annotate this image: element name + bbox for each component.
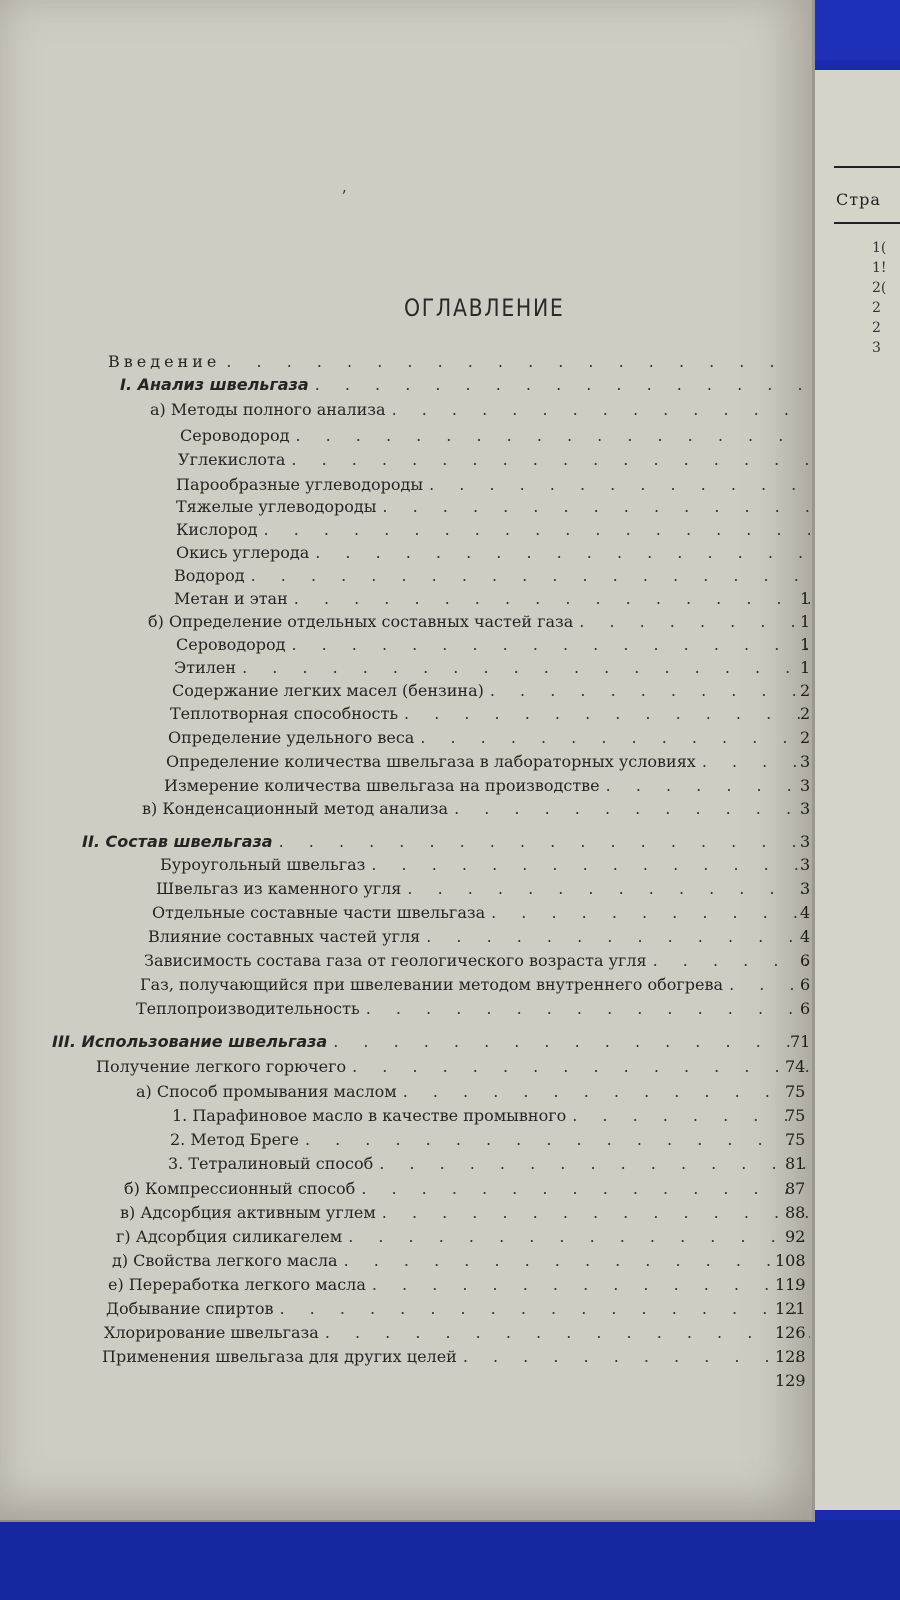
toc-entry-label: б) Определение отдельных составных частей газа [148,612,574,631]
adjacent-page-number: 2 [872,300,881,316]
toc-entry [172,1104,810,1128]
page-number: 128 [775,1347,806,1366]
toc-entry-label: III. Использование швельгаза [52,1032,328,1051]
toc-entry-label: II. Состав швельгаза [82,832,273,851]
toc-entry-label: Окись углерода [176,543,310,562]
page-number: 1 [800,589,811,608]
leader-dots [420,726,810,750]
leader-dots [333,1030,810,1054]
toc-entry [176,633,810,657]
toc-entry-label: а) Методы полного анализа [150,400,386,419]
page-number: 4 [800,927,811,946]
toc-entry [168,1152,810,1176]
page-number: 75 [785,1130,806,1149]
page-number: 1 [800,612,811,631]
page-number: 75 [785,1106,806,1125]
page-number: 129 [775,1371,806,1390]
leader-dots [702,750,810,774]
toc-entry [148,610,810,634]
toc-entry [160,853,810,877]
toc-entry [176,473,810,497]
leader-dots [315,373,810,397]
toc-entry-label: а) Способ промывания маслом [136,1082,397,1101]
leader-dots [379,1152,810,1176]
toc-entry-label: д) Свойства легкого масла [112,1251,338,1270]
leader-dots [226,350,798,374]
toc-entry-label: Буроугольный швельгаз [160,855,366,874]
toc-entry [108,1273,810,1297]
toc-entry [102,1345,810,1369]
leader-dots [572,1104,810,1128]
adjacent-page-number: 1! [872,260,887,276]
page-number: 1 [800,658,811,677]
toc-entry-label: Газ, получающийся при швелевании методом внутреннего обогрева [140,975,724,994]
toc-entry-label: Получение легкого горючего [96,1057,347,1076]
blue-background-bottom [0,1520,900,1600]
toc-entry [148,925,810,949]
leader-dots [372,1273,810,1297]
leader-dots [315,541,810,565]
toc-entry-label: Углекислота [178,450,286,469]
leader-dots [361,1177,810,1201]
adjacent-page-header: Стра [836,190,881,209]
page-number: 3 [800,832,811,851]
leader-dots [382,1201,810,1225]
page-number: 6 [800,951,811,970]
page-number: 3 [800,855,811,874]
page-number: 81 [785,1154,806,1173]
leader-dots [352,1055,810,1079]
page-number: 3 [800,879,811,898]
page-title: ОГЛАВЛЕНИЕ [404,294,565,322]
leader-dots [463,1345,810,1369]
leader-dots [606,774,810,798]
page-number: 2 [800,681,811,700]
page-number: 88 [785,1203,806,1222]
toc-entry-label: Отдельные составные части швельгаза [152,903,486,922]
page-number: 4 [800,903,811,922]
page-number: 3 [800,776,811,795]
toc-entry-label: Теплотворная способность [170,704,399,723]
leader-dots [392,398,810,422]
adjacent-page-number: 1( [872,240,887,256]
adjacent-page-rule [834,166,900,168]
toc-entry [136,997,810,1021]
toc-entry [116,1225,810,1249]
page-number: 3 [800,799,811,818]
page-number: 87 [785,1179,806,1198]
toc-entry [170,1128,810,1152]
leader-dots [294,587,810,611]
toc-entry [142,797,810,821]
toc-entry-label: Зависимость состава газа от геологического возраста угля [144,951,647,970]
toc-entry-label: Влияние составных частей угля [148,927,421,946]
leader-dots [407,877,810,901]
leader-dots [279,1297,810,1321]
toc-entry-label: 1. Парафиновое масло в качестве промывного [172,1106,567,1125]
leader-dots [382,495,810,519]
toc-entry [104,1321,810,1345]
adjacent-page-number: 2 [872,320,881,336]
toc-entry [150,398,810,422]
page-number: 108 [775,1251,806,1270]
leader-dots [251,564,810,588]
toc-entry [140,973,810,997]
toc-entry [170,702,810,726]
leader-dots [490,679,810,703]
leader-dots [426,925,810,949]
toc-entry-label: Применения швельгаза для других целей [102,1347,457,1366]
page-number: 75 [785,1082,806,1101]
toc-entry-label: Теплопроизводительность [136,999,360,1018]
toc-entry-label: Швельгаз из каменного угля [156,879,402,898]
toc-entry-label: Этилен [174,658,237,677]
toc-entry-label: Сероводород [176,635,286,654]
page-number: 92 [785,1227,806,1246]
leader-dots [371,853,810,877]
toc-entry [124,1177,810,1201]
toc-entry [152,901,810,925]
toc-entry-label: Тяжелые углеводороды [176,497,377,516]
page-number: 1 [800,635,811,654]
toc-entry-label: в) Конденсационный метод анализа [142,799,449,818]
leader-dots [491,901,810,925]
toc-entry-label: Метан и этан [174,589,288,608]
leader-dots [291,633,810,657]
toc-entry-label: 2. Метод Бреге [170,1130,299,1149]
toc-entry [176,518,810,542]
leader-dots [295,424,810,448]
toc-entry [174,656,810,680]
toc-entry-label: б) Компрессионный способ [124,1179,356,1198]
toc-entry-label: I. Анализ швельгаза [120,375,309,394]
toc-entry [120,1201,810,1225]
page-number: 6 [800,975,811,994]
leader-dots [454,797,810,821]
toc-entry-label: Определение количества швельгаза в лабораторных условиях [166,752,696,771]
toc-entry-label: Парообразные углеводороды [176,475,424,494]
toc-entry [174,587,810,611]
leader-dots [429,473,810,497]
toc-entry-label: Введение [108,352,221,371]
toc-entry [112,1249,810,1273]
toc-entry [156,877,810,901]
toc-entry [172,679,810,703]
leader-dots [579,610,810,634]
toc-entry-label: Водород [174,566,245,585]
leader-dots [242,656,810,680]
page-number: 3 [800,752,811,771]
ink-speck: ʼ [341,187,347,206]
leader-dots [291,448,810,472]
leader-dots [653,949,810,973]
toc-entry [180,424,810,448]
toc-entry [178,448,810,472]
leader-dots [279,830,810,854]
leader-dots [348,1225,810,1249]
leader-dots [344,1249,810,1273]
toc-entry-label: е) Переработка легкого масла [108,1275,366,1294]
toc-entry-label: г) Адсорбция силикагелем [116,1227,343,1246]
leader-dots [404,702,810,726]
leader-dots [264,518,810,542]
toc-entry-label: Кислород [176,520,258,539]
leader-dots [366,997,810,1021]
toc-entry-label: Хлорирование швельгаза [104,1323,319,1342]
toc-entry [168,726,810,750]
leader-dots [403,1080,810,1104]
leader-dots [305,1128,810,1152]
toc-entry [174,564,810,588]
toc-entry [176,541,810,565]
page-number: 121 [775,1299,806,1318]
toc-entry [96,1055,810,1079]
toc-section [82,830,810,854]
toc-entry-label: в) Адсорбция активным углем [120,1203,376,1222]
toc-section [52,1030,810,1054]
leader-dots [325,1321,810,1345]
toc-entry-label: Добывание спиртов [106,1299,274,1318]
toc-entry-label: 3. Тетралиновый способ [168,1154,374,1173]
toc-entry [164,774,810,798]
toc-entry [166,750,810,774]
page-number: 2 [800,728,811,747]
toc-entry [106,1297,810,1321]
toc-entry [108,350,798,374]
leader-dots [729,973,810,997]
page-number: 126 [775,1323,806,1342]
adjacent-page-number: 2( [872,280,887,296]
toc-section [120,373,810,397]
page-number: 74 [785,1057,806,1076]
toc-entry [136,1080,810,1104]
toc-entry-label: Определение удельного веса [168,728,415,747]
toc-entry-label: Измерение количества швельгаза на производстве [164,776,600,795]
toc-entry [176,495,810,519]
page-number: 6 [800,999,811,1018]
toc-entry-label: Сероводород [180,426,290,445]
toc-entry [144,949,810,973]
page-number: 119 [775,1275,806,1294]
page-number: 2 [800,704,811,723]
page-number: 71 [790,1032,811,1051]
toc-entry-label: Содержание легких масел (бензина) [172,681,484,700]
adjacent-page-rule [834,222,900,224]
adjacent-page-number: 3 [872,340,881,356]
